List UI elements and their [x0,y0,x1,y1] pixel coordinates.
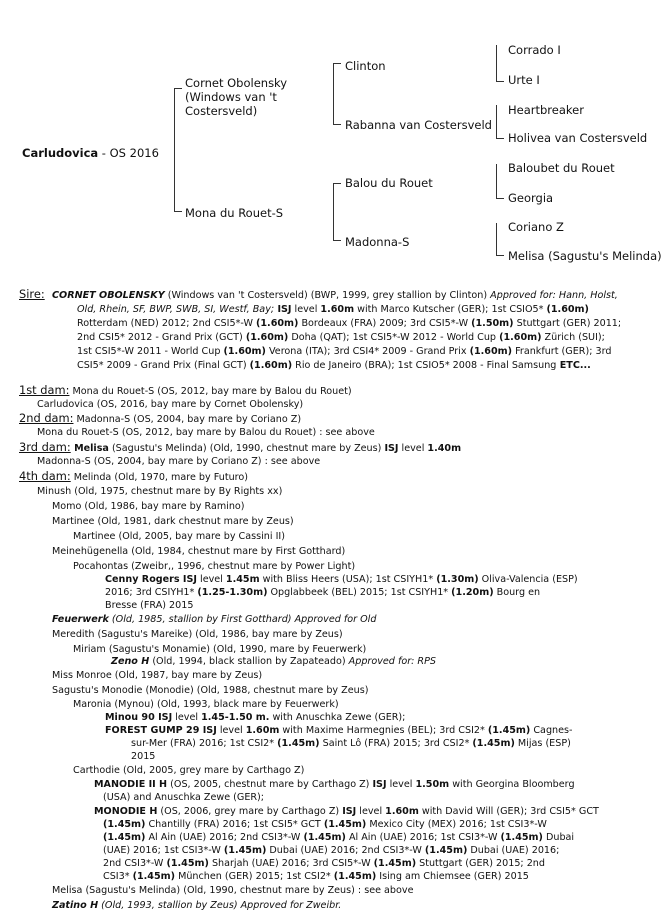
dam-text: (Sagustu's Melinda) (Old, 1990, chestnut mare by Zeus) [108,443,385,454]
sire-line-part: Zürich (SUI); [541,332,605,343]
sire-line-part: (1.60m) [245,332,289,343]
sire-line-5 [77,345,611,359]
manodie-line-2: (USA) and Anuschka Zewe (GER); [103,792,265,803]
sire-line-part: Old, Rhein, SF, BWP, SWB, SI, Westf, Bay; [77,304,275,315]
record-part: 2016; 3rd CSIYH1* [105,587,198,598]
sire-line-part: Doha (QAT); 1st CSI5*-W 2012 - World Cup [288,332,500,343]
sdd-name: Holivea van Costersveld [508,131,648,145]
bracket-line [496,138,504,139]
record-part: ISJ [372,779,387,790]
bracket-line [496,255,504,256]
bracket-line [333,240,341,241]
cenny-line-3: Bresse (FRA) 2015 [105,600,194,611]
record-part: (1.45m) [500,832,543,843]
record-part: Ising am Chiemsee (GER) 2015 [376,871,529,882]
sire-label-text: Sire: [19,287,45,301]
bracket-line [496,105,497,139]
record-part: (1.30m) [436,574,479,585]
second-dam-offspring: Mona du Rouet-S (OS, 2012, bay mare by Balou du Rouet) : see above [37,427,375,438]
sire-line-3 [77,317,621,331]
dam-text: ISJ [384,443,399,454]
sire-line-part: CSI5* 2009 - Grand Prix (Final GCT) [77,360,250,371]
offspring-miss-monroe: Miss Monroe (Old, 1987, bay mare by Zeus) [52,670,263,681]
record-part: (1.45m) [373,858,417,869]
record-part: Feuerwerk [52,614,109,625]
record-part: Approved for: RPS [348,656,436,667]
ddd-name: Melisa (Sagustu's Melinda) [508,249,662,263]
dam-text: Melinda (Old, 1970, mare by Futuro) [70,472,249,483]
offspring-meinehugenella: Meinehügenella (Old, 1984, chestnut mare by First Gotthard) [52,546,346,557]
bracket-line [496,223,497,256]
cenny-line-2 [105,586,540,600]
forest-line-2 [131,737,571,751]
record-part: with Maxime Harmegnies (BEL); 3rd CSI2* [279,725,488,736]
record-part: level [172,712,202,723]
sire-line-part: 1st CSI5*-W 2011 - World Cup [77,346,224,357]
offspring-martinee: Martinee (Old, 1981, dark chestnut mare by Zeus) [52,516,294,527]
record-part: Oliva-Valencia (ESP) [478,574,578,585]
offspring-melisa-see-above: Melisa (Sagustu's Melinda) (Old, 1990, chestnut mare by Zeus) : see above [52,885,414,896]
record-part: 1.45-1.50 m. [201,712,270,723]
sire-line-part: Frankfurt (GER); 3rd [512,346,612,357]
record-part: Sharjah (UAE) 2016; 3rd CSI5*-W [208,858,374,869]
dam-sire: Balou du Rouet [345,176,433,190]
record-part: München (GER) 2015; 1st CSI2* [175,871,334,882]
dam-text: 1.40m [427,443,462,454]
record-part: MONODIE H [94,806,158,817]
sire-line-2 [77,303,589,317]
record-part: Dubai (UAE) 2016; 2nd CSI3*-W [266,845,425,856]
dds-name: Coriano Z [508,220,564,234]
dam-label: 4th dam: [19,469,71,483]
dam-text: Madonna-S (OS, 2004, bay mare by Coriano Z) [73,414,302,425]
sire-line-part: Rotterdam (NED) 2012; 2nd CSI5*-W [77,318,256,329]
monodie-line-3 [103,831,574,845]
bracket-line [174,88,175,212]
record-part: with Anuschka Zewe (GER); [269,712,406,723]
record-part: (OS, 2006, grey mare by Carthago Z) [157,806,343,817]
offspring-zeno-h [111,655,436,669]
subject-horse: Carludovica [22,146,99,160]
record-part: 1.60m [245,725,280,736]
offspring-sagustus-monodie: Sagustu's Monodie (Monodie) (Old, 1988, chestnut mare by Zeus) [52,685,369,696]
offspring-minush: Minush (Old, 1975, chestnut mare by By Rights xx) [37,486,283,497]
record-part: 2nd CSI3*-W [103,858,167,869]
record-part: (1.45m) [472,738,515,749]
record-part: Stuttgart (GER) 2015; 2nd [416,858,545,869]
record-part: Dubai [542,832,575,843]
monodie-line-4 [103,844,559,858]
record-part: 1.60m [385,806,419,817]
first-dam-offspring: Carludovica (OS, 2016, bay mare by Cornet Obolensky) [37,399,304,410]
record-part: (Old, 1985, stallion by First Gotthard) Approved for Old [108,614,377,625]
offspring-feuerwerk [52,613,376,627]
subject-info: - OS 2016 [98,146,159,160]
record-part: (1.45m) [333,871,377,882]
record-part: Bourg en [493,587,541,598]
sire-line-part: (1.60m) [255,318,299,329]
record-part: Al Ain (UAE) 2016; 2nd CSI3*-W [145,832,304,843]
record-part: (1.45m) [166,858,209,869]
record-part: Chantilly (FRA) 2016; 1st CSI5* GCT [145,819,324,830]
sire-line-part: 1.60m [320,304,355,315]
dam-text: level [398,443,428,454]
dam-text: Mona du Rouet-S (OS, 2012, bay mare by Balou du Rouet) [69,386,352,397]
third-dam-offspring: Madonna-S (OS, 2004, bay mare by Coriano Z) : see above [37,456,321,467]
sire-dam: Rabanna van Costersveld [345,118,492,132]
record-part: sur-Mer (FRA) 2016; 1st CSI2* [131,738,278,749]
record-part: (1.45m) [303,832,346,843]
record-part: (1.45m) [103,832,146,843]
monodie-line-1 [94,805,599,819]
sire-line-part: (1.50m) [471,318,514,329]
sire-line-part: Stuttgart (GER) 2011; [513,318,622,329]
sire-line-part: CORNET OBOLENSKY [52,290,165,301]
record-part: FOREST GUMP 29 ISJ [105,725,217,736]
sire-sire: Clinton [345,59,386,73]
bracket-line [333,183,334,241]
sds-name: Heartbreaker [508,103,584,117]
sss-name: Corrado I [508,43,561,57]
record-part: (Old, 1993, stallion by Zeus) Approved for Zweibr. [98,900,342,911]
sire-line-part: (1.60m) [249,360,293,371]
sire-line-part: ISJ [274,304,292,315]
record-part: Mexico City (MEX) 2016; 1st CSI3*-W [366,819,547,830]
forest-line-3: 2015 [131,751,156,762]
first-dam [19,384,352,399]
bracket-line [174,88,182,89]
forest-line-1 [105,724,572,738]
sire-line-part: (1.60m) [469,346,513,357]
record-part: (1.45m) [223,845,267,856]
record-part: level [386,779,416,790]
sire-line-6 [77,359,591,373]
monodie-line-5 [103,857,545,871]
record-part: 1.45m [225,574,260,585]
record-part: (1.45m) [323,819,367,830]
bracket-line [333,124,341,125]
record-part: Dubai (UAE) 2016; [467,845,560,856]
monodie-line-2 [103,818,547,832]
cenny-line-1 [105,573,578,587]
sire-line-part: Approved for: Hann, Holst, [490,290,618,301]
second-dam [19,412,301,427]
sire-line-part: (1.60m) [223,346,266,357]
dam-label: 2nd dam: [19,411,74,425]
record-part: MANODIE II H [94,779,168,790]
record-part: Cagnes- [530,725,573,736]
bracket-line [333,183,341,184]
record-part: Saint Lô (FRA) 2015; 3rd CSI2* [319,738,473,749]
record-part: Opglabbeek (BEL) 2015; 1st CSIYH1* [267,587,452,598]
sire-line-part: Rio de Janeiro (BRA); 1st CSIO5* 2008 - Final Samsung [292,360,557,371]
sire-line-part: 2nd CSI5* 2012 - Grand Prix (GCT) [77,332,246,343]
record-part: Minou 90 ISJ [105,712,173,723]
record-part: (Old, 1994, black stallion by Zapateado) [149,656,349,667]
offspring-carthodie: Carthodie (Old, 2005, grey mare by Carthago Z) [73,765,305,776]
dam-name: Mona du Rouet-S [185,206,284,220]
bracket-line [496,198,504,199]
record-part: CSI3* [103,871,133,882]
dam-label: 3rd dam: [19,440,71,454]
offspring-momo: Momo (Old, 1986, bay mare by Ramino) [52,501,245,512]
offspring-zatino-h [52,899,341,913]
sire-label [19,288,45,302]
record-part: with Georgina Bloomberg [449,779,575,790]
dsd-name: Georgia [508,191,554,205]
record-part: Zatino H [52,900,99,911]
record-part: 1.50m [415,779,450,790]
sire-line-1 [52,289,618,303]
bracket-line [174,211,182,212]
ssd-name: Urte I [508,73,540,87]
dss-name: Baloubet du Rouet [508,161,615,175]
dam-horse: Melisa [70,443,109,454]
fourth-dam [19,470,248,485]
offspring-minou-90 [105,711,405,725]
sire-line-part: ETC... [556,360,591,371]
record-part: Mijas (ESP) [514,738,571,749]
record-part: (1.25-1.30m) [197,587,268,598]
bracket-line [333,63,341,64]
offspring-miriam: Miriam (Sagustu's Monamie) (Old, 1990, mare by Feuerwerk) [73,644,367,655]
offspring-maronia: Maronia (Mynou) (Old, 1993, black mare by Feuerwerk) [73,699,339,710]
bracket-line [496,45,497,82]
offspring-martinee-2005: Martinee (Old, 2005, bay mare by Cassini II) [73,531,285,542]
record-part: level [356,806,386,817]
bracket-line [333,63,334,125]
subject-name [22,146,159,160]
offspring-pocahontas: Pocahontas (Zweibr,, 1996, chestnut mare by Power Light) [73,561,356,572]
record-part: (1.45m) [424,845,468,856]
sire-line-part: Bordeaux (FRA) 2009; 3rd CSI5*-W [298,318,472,329]
record-part: (UAE) 2016; 1st CSI3*-W [103,845,224,856]
bracket-line [496,164,497,199]
record-part: (1.45m) [277,738,320,749]
offspring-meredith: Meredith (Sagustu's Mareike) (Old, 1986, bay mare by Zeus) [52,629,343,640]
monodie-line-6 [103,870,529,884]
third-dam [19,441,461,456]
record-part: with David Will (GER); 3rd CSI5* GCT [418,806,599,817]
sire-line-part: Verona (ITA); 3rd CSI4* 2009 - Grand Prix [265,346,470,357]
dam-label: 1st dam: [19,383,70,397]
record-part: (1.45m) [487,725,531,736]
record-part: (1.20m) [451,587,494,598]
sire-line-part: with Marco Kutscher (GER); 1st CSIO5* [354,304,547,315]
dam-dam: Madonna-S [345,235,410,249]
record-part: level [196,574,226,585]
sire-line-part: (1.60m) [499,332,542,343]
record-part: (1.45m) [132,871,176,882]
record-part: with Bliss Heers (USA); 1st CSIYH1* [259,574,437,585]
sire-line-4 [77,331,605,345]
record-part: (1.45m) [103,819,146,830]
record-part: (OS, 2005, chestnut mare by Carthago Z) [167,779,373,790]
sire-line-part: level [291,304,321,315]
bracket-line [496,81,504,82]
record-part: ISJ [342,806,357,817]
manodie-line-1 [94,778,575,792]
record-part: Cenny Rogers ISJ [105,574,197,585]
record-part: level [216,725,246,736]
sire-line-part: (Windows van 't Costersveld) (BWP, 1999, grey stallion by Clinton) [164,290,491,301]
sire-name: Cornet Obolensky (Windows van 't Costersveld) [185,76,288,118]
sire-line-part: (1.60m) [546,304,589,315]
record-part: Al Ain (UAE) 2016; 1st CSI3*-W [345,832,501,843]
record-part: Zeno H [111,656,150,667]
